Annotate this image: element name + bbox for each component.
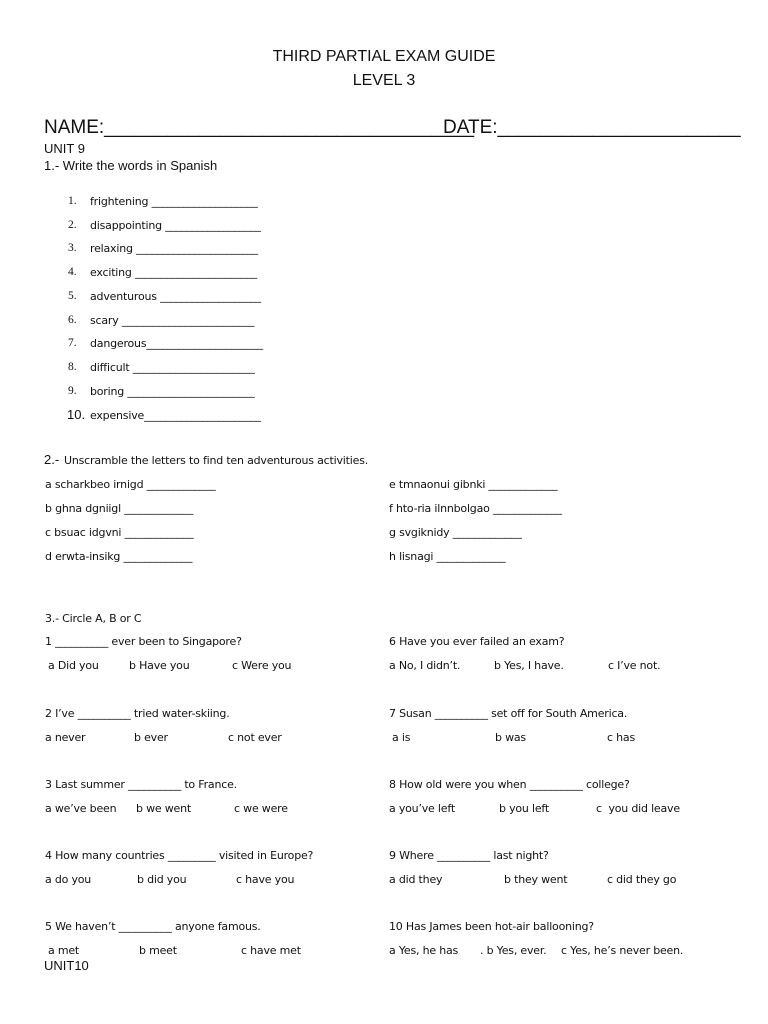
question-text: 2 I’ve __________ tried water-skiing. xyxy=(45,707,230,720)
list-item-number: 6. xyxy=(68,314,77,326)
question-text: 9 Where __________ last night? xyxy=(389,849,549,862)
option-c: c Were you xyxy=(232,659,292,672)
option-c: c I’ve not. xyxy=(608,659,661,672)
list-item: relaxing _______________________ xyxy=(90,242,258,255)
page-title: THIRD PARTIAL EXAM GUIDE xyxy=(272,48,496,65)
list-item-number: 9. xyxy=(68,385,77,397)
list-item-number: 2. xyxy=(68,219,77,231)
option-b: b ever xyxy=(134,731,168,744)
question-text: 6 Have you ever failed an exam? xyxy=(389,635,565,648)
option-c: c has xyxy=(607,731,635,744)
question-text: 10 Has James been hot-air ballooning? xyxy=(389,920,594,933)
option-a: a Did you xyxy=(48,659,99,672)
scramble-item: d erwta-insikg _____________ xyxy=(45,550,193,563)
unit9-label: UNIT 9 xyxy=(44,141,85,156)
scramble-item: f hto-ria ilnnbolgao _____________ xyxy=(389,502,562,515)
option-c: c we were xyxy=(234,802,288,815)
list-item-number: 5. xyxy=(68,290,77,302)
option-c: c not ever xyxy=(228,731,282,744)
list-item-number: 10. xyxy=(67,407,86,422)
list-item: dangerous______________________ xyxy=(90,337,263,350)
option-b: . b Yes, ever. xyxy=(480,944,547,957)
option-a: a No, I didn’t. xyxy=(389,659,461,672)
question-text: 5 We haven’t __________ anyone famous. xyxy=(45,920,261,933)
date-field-line: DATE:_______________________ xyxy=(443,117,741,138)
option-b: b they went xyxy=(504,873,568,886)
list-item: frightening ____________________ xyxy=(90,195,258,208)
scramble-item: h lisnagi _____________ xyxy=(389,550,506,563)
question-text: 1 __________ ever been to Singapore? xyxy=(45,635,242,648)
option-c: c have met xyxy=(241,944,301,957)
option-b: b Have you xyxy=(129,659,190,672)
list-item: expensive______________________ xyxy=(90,409,261,422)
list-item-number: 7. xyxy=(68,337,77,349)
scramble-item: a scharkbeo irnigd _____________ xyxy=(45,478,216,491)
section2-instruction: Unscramble the letters to find ten adventurous activities. xyxy=(64,454,369,467)
option-c: c Yes, he’s never been. xyxy=(561,944,684,957)
scramble-item: g svgiknidy _____________ xyxy=(389,526,522,539)
option-b: b did you xyxy=(137,873,187,886)
question-text: 4 How many countries _________ visited in Europe? xyxy=(45,849,314,862)
section1-instruction: 1.- Write the words in Spanish xyxy=(44,158,218,173)
list-item-number: 3. xyxy=(68,242,77,254)
question-text: 7 Susan __________ set off for South America. xyxy=(389,707,628,720)
list-item: scary _________________________ xyxy=(90,314,255,327)
option-b: b we went xyxy=(136,802,191,815)
list-item-number: 4. xyxy=(68,266,77,278)
option-a: a is xyxy=(392,731,411,744)
list-item: boring ________________________ xyxy=(90,385,255,398)
option-b: b you left xyxy=(499,802,550,815)
list-item-number: 1. xyxy=(68,195,77,207)
option-a: a never xyxy=(45,731,86,744)
list-item: exciting _______________________ xyxy=(90,266,257,279)
option-b: b meet xyxy=(139,944,177,957)
section3-instruction: 3.- Circle A, B or C xyxy=(45,612,142,625)
question-text: 3 Last summer __________ to France. xyxy=(45,778,237,791)
scramble-item: c bsuac idgvni _____________ xyxy=(45,526,194,539)
option-b: b Yes, I have. xyxy=(494,659,564,672)
option-a: a Yes, he has xyxy=(389,944,459,957)
option-a: a met xyxy=(48,944,80,957)
unit10-label: UNIT10 xyxy=(44,958,89,973)
option-a: a did they xyxy=(389,873,443,886)
list-item: adventurous ___________________ xyxy=(90,290,261,303)
option-c: c have you xyxy=(236,873,295,886)
list-item: difficult _______________________ xyxy=(90,361,255,374)
option-c: c you did leave xyxy=(596,802,680,815)
scramble-item: e tmnaonui gibnki _____________ xyxy=(389,478,558,491)
scramble-item: b ghna dgniigl _____________ xyxy=(45,502,194,515)
section2-number: 2.- xyxy=(44,452,60,467)
option-c: c did they go xyxy=(607,873,677,886)
name-field-line: NAME:___________________________________ xyxy=(44,117,475,138)
list-item-number: 8. xyxy=(68,361,77,373)
option-b: b was xyxy=(495,731,526,744)
question-text: 8 How old were you when __________ college? xyxy=(389,778,630,791)
list-item: disappointing __________________ xyxy=(90,219,261,232)
option-a: a you’ve left xyxy=(389,802,455,815)
page-subtitle: LEVEL 3 xyxy=(352,72,416,89)
option-a: a do you xyxy=(45,873,92,886)
option-a: a we’ve been xyxy=(45,802,117,815)
